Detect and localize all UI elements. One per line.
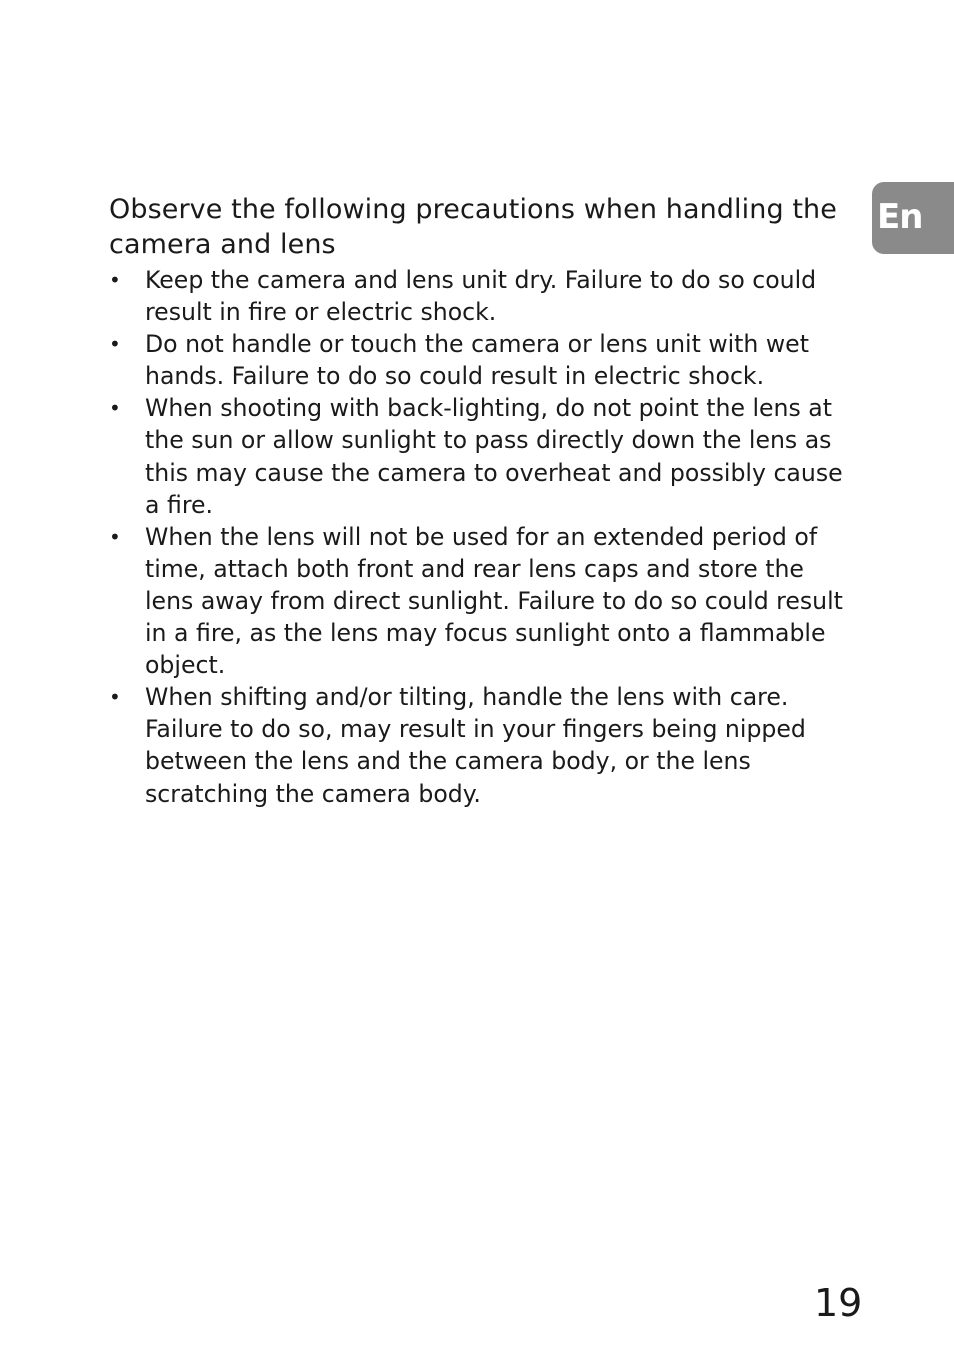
bullet-icon: •	[109, 268, 121, 292]
list-item	[109, 264, 854, 328]
list-item	[109, 521, 854, 681]
bullet-icon: •	[109, 524, 121, 549]
list-item	[109, 392, 854, 520]
precautions-list	[109, 264, 854, 810]
language-tab	[872, 182, 954, 254]
page-number: 19	[814, 1281, 863, 1325]
section-heading: Observe the following precautions when handling the camera and lens	[109, 194, 837, 260]
list-item-text: When the lens will not be used for an extended period of time, attach both front and rear lens caps and store the lens away from direct sunlight. Failure to do so could result in a fire, as the lens may focus sunlight onto a flammable object.	[145, 522, 843, 680]
list-item-text: Keep the camera and lens unit dry. Failure to do so could result in fire or electric shock.	[145, 266, 817, 327]
list-item	[109, 681, 854, 809]
list-item	[109, 328, 854, 392]
language-tab-label: En	[877, 197, 923, 237]
bullet-icon: •	[109, 685, 121, 710]
bullet-icon: •	[109, 396, 121, 421]
bullet-icon: •	[109, 332, 121, 357]
list-item-text: When shifting and/or tilting, handle the lens with care. Failure to do so, may result in your fingers being nipped between the lens and the camera body, or the lens scratching the camera body.	[145, 683, 806, 808]
list-item-text: Do not handle or touch the camera or lens unit with wet hands. Failure to do so could result in electric shock.	[145, 330, 809, 391]
list-item-text: When shooting with back-lighting, do not point the lens at the sun or allow sunlight to pass directly down the lens as this may cause the camera to overheat and possibly cause a fire.	[145, 394, 843, 519]
precautions-section	[109, 192, 854, 810]
